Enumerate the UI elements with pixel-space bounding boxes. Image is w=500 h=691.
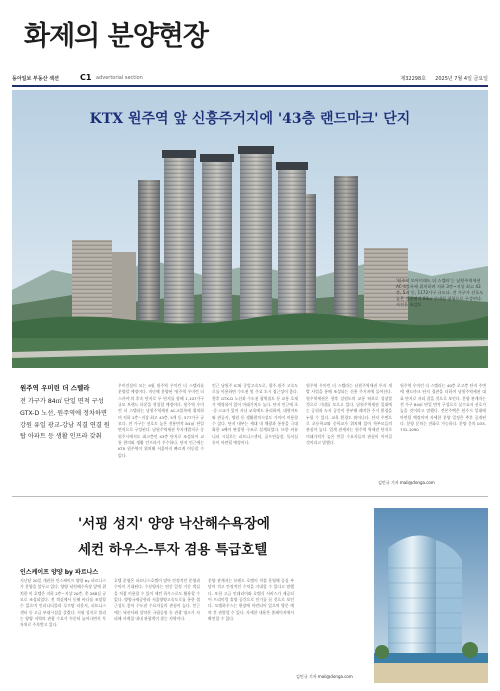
publication-name: 동아일보 부동산 섹션 [12,76,59,82]
hero-rendering [12,90,488,368]
article-lead-title: 원주역 우미린 더 스텔라 [20,384,90,392]
section-code: C1 [80,73,92,82]
second-article-lead-title: 인스케이프 양양 by 파르나스 [20,569,99,576]
apartment-rendering-image [12,90,488,368]
issue-number: 제32298호 [400,76,426,82]
second-article-column-3: 분양 관계자는 브랜드 호텔이 직접 운영해 공실 부담이 적고 안정적인 수익을 기대할 수 있다고 말했다. 또한 고급 인테리어와 호텔식 서비스가 제공되어 프리미엄 휴양 공간으로 인기를 끌 것으로 보인다. 모델하우스는 현장에 마련되어 있으며 방문 예약 후 관람할 수 있다. 자세한 내용은 홈페이지에서 확인할 수 있다. [208,578,294,621]
article-byline: 김민규 기자 mail@donga.com [378,480,435,485]
hotel-rendering [374,508,488,683]
second-article-column-2: 호텔 운영은 파르나스호텔이 맡아 안정적인 운영과 수익이 기대된다. 수분양자는 연간 일정 기간 객실을 직접 이용할 수 있어 세컨 하우스로도 활용할 수 있다. 양양국제공항과 서울양양고속도로를 통한 접근성도 좋아 수도권 수요자들의 관심이 높다. 인근에는 낙산사와 설악산 국립공원 등 관광 명소가 자리해 사계절 내내 관광객이 찾는 지역이다. [114,578,200,621]
article-column-3: 원주역 우미린 더 스텔라는 남원주역세권 투자 개발 사업을 통해 조성되는 신흥 주거지에 들어선다. 원주역세권은 향후 강원도의 교통 허브로 성장할 것으로 기대를 모으고 있다. 남원주역세권 일대에는 공원과 녹지 공간이 풍부해 쾌적한 주거 환경을 누릴 수 있다. 교육 환경도 뛰어나다. 단지 주변으로 초등학교와 중학교가 위치해 있어 학부모들의 관심이 높다. 업계 관계자는 원주역 역세권 단지로 미래가치가 높은 만큼 수요자들의 관심이 이어질 것이라고 말했다. [306,383,392,445]
second-article-byline: 김민규 기자 mail@donga.com [296,674,353,679]
article-headline: KTX 원주역 앞 신흥주거지에 '43층 랜드마크' 단지 [89,111,411,127]
header-rule [12,85,488,87]
photo-caption: '원주역 모아미래도 더 스텔라'는 남원주역세권 AC-4블록에 위치하며 지하 3층~지상 최고 43층, 5개 동, 1172가구 규모다. 전 가구가 선호도 높은 전용면적 84㎡ 중대형 평형으로 구성된다. 사진은 조감도 [396,278,484,308]
headline-line-2: 세컨 하우스-투자 겸용 특급호텔 [78,542,268,558]
second-article-headline [78,512,270,558]
headline-line-1: '서핑 성지' 양양 낙산해수욕장에 [78,516,270,532]
article-subheadline: 전 가구가 84㎡ 단일 면적 구성 GTX-D 노선, 원주역에 정차하면 강원 유일 광교-강남 직결 연결 원탑 아파트 등 생활 인프라 갖춰 [20,398,110,441]
issue-date: 2025년 7월 4일 금요일 [435,76,488,82]
hotel-rendering-image [374,508,488,683]
section-label: advertorial section [96,75,143,81]
page-title: 화제의 분양현장 [24,21,208,52]
masthead-meta [12,73,488,85]
article-column-2: 인근 남원주 IC와 중앙고속도로, 광주-원주 고속도로를 이용하면 수도권 및 주요 도시 접근성이 좋다. 향후 GTX-D 노선과 수도권 광역철도 등 교통 호재가 예정되어 있어 미래가치도 높다. 단지 인근에 초·중·고교가 있어 자녀 교육에도 유리하며, 대형마트와 관공서, 병원 등 생활편의시설도 가까이 이용할 수 있다. 단지 내부는 세대 내 채광과 통풍을 극대화한 4베이 판상형 구조로 설계되었다. 또한 커뮤니티 시설로는 피트니스센터, 골프연습장, 독서실 등이 마련될 예정이다. [212,383,298,445]
section-divider [12,496,488,497]
article-column-1: 우미건설이 모는 9월 원주역 우미린 더 스텔라를 분양할 예정이다. 지난해 분양된 '원주역 우미린 더 스카이'의 후속 단지로 두 단지를 합해 1,107가구 규모 브랜드 타운을 형성할 예정이다. 원주역 우미린 더 스텔라는 남원주역세권 AC-5블록에 위치하며 지하 1층~지상 최고 43층, 5개 동, 577가구 규모다. 전 가구는 선호도 높은 전용면적 84㎡ 단일 면적으로 구성된다. 남원주역세권 투자개발지구 중 원주시에서도 최고층인 43층 단지로 조성되어 교통 편의와 생활 인프라가 우수하다. 단지 인근에는 KTX 원주역이 위치해 서울까지 빠르게 이동할 수 있다. [118,383,204,458]
article-column-4: 원주역 우미린 더 스텔라는 40층 초고층 단지 주변에 랜드마크 단지 경관을 더하며 남원주역세권 대표 단지로 자리 잡을 것으로 보인다. 분양 관계자는 전 가구 84㎡ 단일 면적 구성으로 실수요자 선호가 높을 것이라고 말했다. 견본주택은 원주시 일대에 마련될 예정이며 자세한 분양 일정은 추후 공개된다. 분양 문의는 전화로 가능하다. 분양 문의 033-732-1090 [400,383,486,433]
second-article-column-1: 지난달 20일 개관한 인스케이프 양양 by 파르나스가 분양을 앞두고 있다. 양양 낙산해수욕장 앞에 위치한 이 호텔은 지하 2층~지상 20층, 총 288실 규모로 조성되었다. 전 객실에서 동해 바다를 조망할 수 있으며 인피니티풀과 루프탑 라운지, 피트니스센터 등 고급 부대시설을 갖췄다. 서핑 성지로 불리는 양양 지역의 관광 수요가 꾸준히 늘어나면서 투자처로 주목받고 있다. [20,578,106,628]
